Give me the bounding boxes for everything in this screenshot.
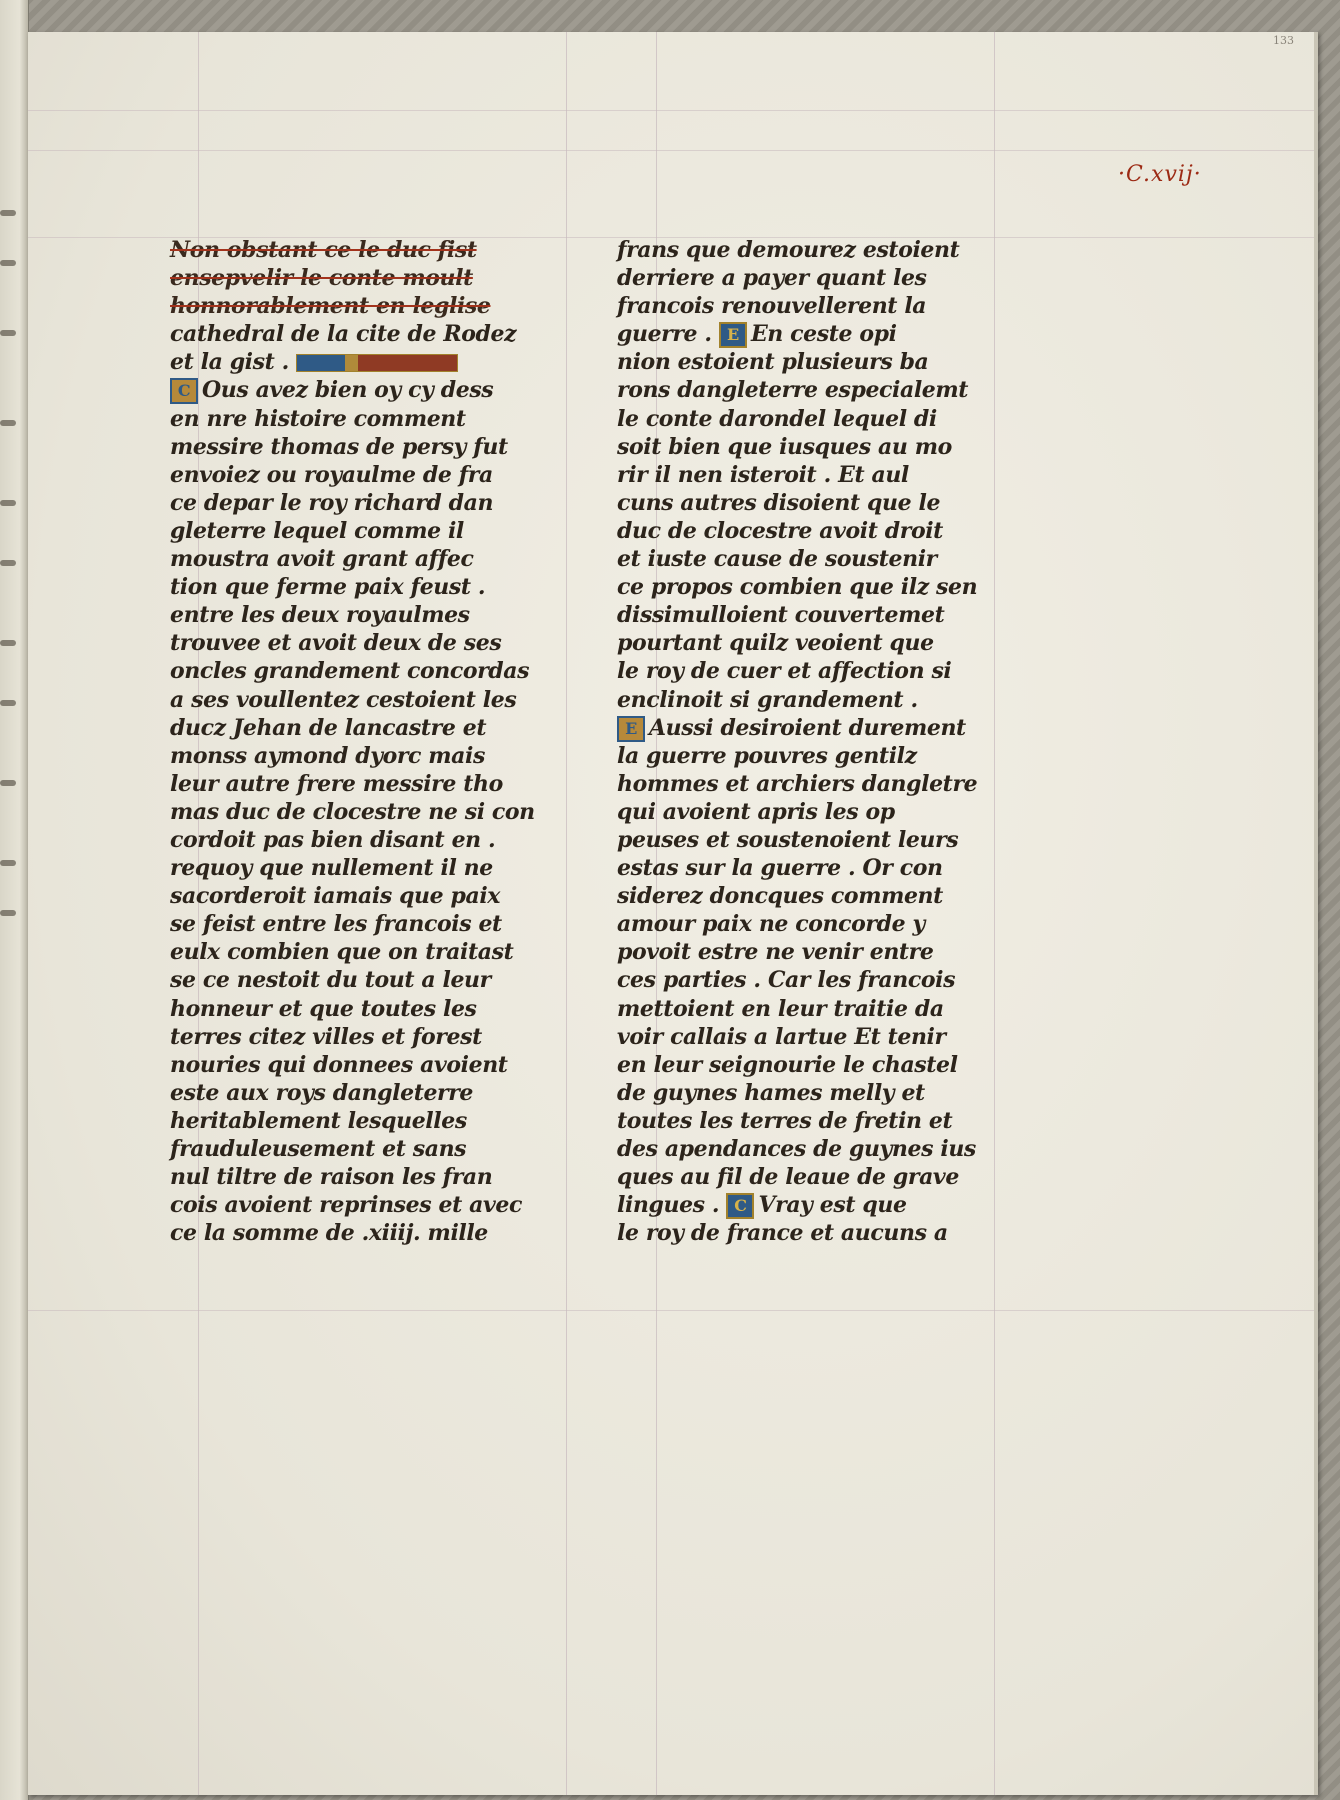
text-line: cordoit pas bien disant en .	[170, 826, 496, 853]
text-line: honnorablement en leglise	[170, 293, 491, 320]
text-line: dissimulloient couvertemet	[617, 602, 945, 629]
text-line: ensepvelir le conte moult	[170, 265, 473, 292]
ink-bleed-mark	[0, 700, 16, 706]
text-line: peuses et soustenoient leurs	[617, 826, 959, 853]
text-line: Ous avez bien oy cy dess	[202, 377, 494, 404]
text-line: et iuste cause de soustenir	[617, 546, 937, 573]
text-line: et la gist .	[170, 349, 289, 376]
text-line: este aux roys dangleterre	[170, 1079, 474, 1106]
text-line: le roy de france et aucuns a	[617, 1220, 948, 1247]
decorated-initial-icon: C	[170, 378, 198, 404]
text-line: Non obstant ce le duc fist	[170, 237, 477, 263]
ink-bleed-mark	[0, 560, 16, 566]
folio-number: 133	[1273, 34, 1294, 47]
text-line-with-initial	[617, 1191, 997, 1219]
text-column-right	[617, 236, 997, 1247]
ink-bleed-mark	[0, 210, 16, 216]
text-line: derriere a payer quant les	[617, 265, 927, 292]
text-line: estas sur la guerre . Or con	[617, 855, 943, 882]
text-line: pourtant quilz veoient que	[617, 630, 934, 657]
text-line: leur autre frere messire tho	[170, 770, 503, 797]
text-line: Aussi desiroient durement	[649, 714, 966, 741]
ink-bleed-mark	[0, 640, 16, 646]
text-line: nul tiltre de raison les fran	[170, 1164, 493, 1191]
ruling-line	[28, 110, 1314, 111]
text-line: frans que demourez estoient	[617, 237, 960, 263]
text-line: hommes et archiers dangletre	[617, 770, 978, 797]
ink-bleed-mark	[0, 260, 16, 266]
text-column-left	[170, 236, 550, 1247]
text-line: ce propos combien que ilz sen	[617, 574, 978, 601]
text-line: trouvee et avoit deux de ses	[170, 630, 502, 657]
text-line: ces parties . Car les francois	[617, 967, 956, 994]
text-segment: Vray est que	[758, 1192, 907, 1219]
text-line: eulx combien que on traitast	[170, 939, 514, 966]
ink-bleed-mark	[0, 420, 16, 426]
text-line: mas duc de clocestre ne si con	[170, 798, 535, 825]
text-line: cuns autres disoient que le	[617, 489, 941, 516]
text-line: envoiez ou royaulme de fra	[170, 461, 493, 488]
text-line: de guynes hames melly et	[617, 1079, 925, 1106]
chapter-number: ·C.xvij·	[1118, 162, 1202, 187]
decorated-initial-icon: E	[719, 322, 747, 348]
text-line: gleterre lequel comme il	[170, 517, 464, 544]
text-line: oncles grandement concordas	[170, 658, 530, 685]
text-line: rons dangleterre especialemt	[617, 377, 969, 404]
decorated-initial-icon: E	[617, 716, 645, 742]
text-line	[617, 321, 897, 347]
ink-bleed-mark	[0, 500, 16, 506]
text-line: messire thomas de persy fut	[170, 433, 508, 460]
previous-page-edge	[0, 0, 29, 1800]
text-line: requoy que nullement il ne	[170, 855, 493, 882]
text-line-with-initial	[617, 320, 997, 348]
text-line: cathedral de la cite de Rodez	[170, 321, 517, 348]
ruling-line	[28, 150, 1314, 151]
text-line: des apendances de guynes ius	[617, 1136, 976, 1162]
text-line: duc de clocestre avoit droit	[617, 517, 943, 544]
text-line: a ses voullentez cestoient les	[170, 686, 517, 713]
text-line: mettoient en leur traitie da	[617, 995, 944, 1022]
text-line: toutes les terres de fretin et	[617, 1107, 953, 1134]
text-line: voir callais a lartue Et tenir	[617, 1023, 946, 1050]
text-line: se ce nestoit du tout a leur	[170, 967, 491, 994]
text-line-with-filler	[170, 348, 550, 376]
text-line: ques au fil de leaue de grave	[617, 1164, 959, 1191]
text-line: en nre histoire comment	[170, 405, 466, 432]
text-line: ducz Jehan de lancastre et	[170, 714, 487, 741]
ruling-line	[566, 32, 567, 1795]
text-line: sacorderoit iamais que paix	[170, 883, 501, 910]
ink-bleed-mark	[0, 910, 16, 916]
text-line: le conte darondel lequel di	[617, 405, 937, 432]
text-line-with-initial	[170, 376, 550, 404]
text-line: se feist entre les francois et	[170, 911, 502, 938]
ink-bleed-mark	[0, 860, 16, 866]
text-line: entre les deux royaulmes	[170, 602, 470, 629]
text-line: le roy de cuer et affection si	[617, 658, 952, 685]
text-line: la guerre pouvres gentilz	[617, 742, 917, 769]
text-line: terres citez villes et forest	[170, 1023, 482, 1050]
text-line: tion que ferme paix feust .	[170, 574, 486, 601]
text-segment: guerre .	[617, 321, 719, 348]
text-line: cois avoient reprinses et avec	[170, 1192, 522, 1219]
text-line: honneur et que toutes les	[170, 995, 477, 1022]
text-segment: En ceste opi	[750, 321, 897, 348]
text-line: francois renouvellerent la	[617, 293, 927, 320]
ink-bleed-mark	[0, 330, 16, 336]
text-line: nouries qui donnees avoient	[170, 1051, 508, 1078]
text-line: heritablement lesquelles	[170, 1107, 467, 1134]
text-segment: lingues .	[617, 1192, 727, 1219]
ink-bleed-mark	[0, 780, 16, 786]
text-line: qui avoient apris les op	[617, 798, 895, 825]
text-line: nion estoient plusieurs ba	[617, 349, 929, 376]
text-line: en leur seignourie le chastel	[617, 1051, 958, 1078]
line-filler-ornament	[296, 354, 458, 372]
text-line: frauduleusement et sans	[170, 1136, 467, 1162]
text-line: enclinoit si grandement .	[617, 686, 918, 713]
text-line: ce la somme de .xiiij. mille	[170, 1220, 488, 1247]
text-line: ce depar le roy richard dan	[170, 489, 494, 516]
text-line: moustra avoit grant affec	[170, 546, 474, 573]
text-line: povoit estre ne venir entre	[617, 939, 934, 966]
text-line: amour paix ne concorde y	[617, 911, 925, 938]
text-line	[617, 1192, 907, 1218]
text-line-with-initial	[617, 714, 997, 742]
text-line: rir il nen isteroit . Et aul	[617, 461, 909, 488]
text-line: soit bien que iusques au mo	[617, 433, 952, 460]
ruling-line	[28, 1310, 1314, 1311]
decorated-initial-icon: C	[726, 1193, 754, 1219]
text-line: monss aymond dyorc mais	[170, 742, 485, 769]
text-line: siderez doncques comment	[617, 883, 943, 910]
